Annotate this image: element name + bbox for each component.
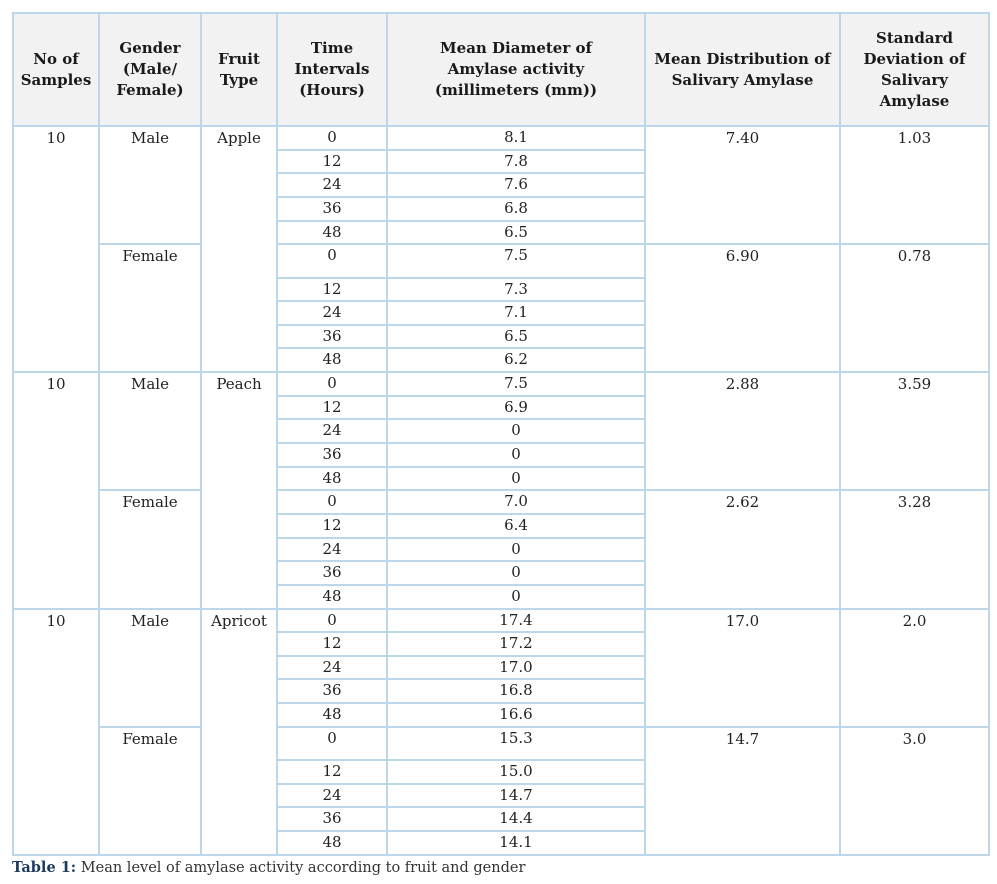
header-samples: No of Samples [13,13,99,126]
diameter-cell: 8.1 [387,126,645,150]
table-caption [12,859,525,876]
time-cell: 0 [277,490,387,514]
time-cell: 12 [277,514,387,538]
time-cell: 0 [277,727,387,760]
diameter-cell: 7.8 [387,150,645,174]
diameter-cell: 16.6 [387,703,645,727]
time-cell: 24 [277,301,387,325]
mean-cell: 6.90 [645,244,840,372]
time-cell: 48 [277,348,387,372]
diameter-cell: 6.8 [387,197,645,221]
gender-cell: Male [99,372,201,490]
time-cell: 48 [277,221,387,245]
diameter-cell: 0 [387,561,645,585]
table-row [13,727,989,760]
diameter-cell: 15.0 [387,760,645,784]
diameter-cell: 6.2 [387,348,645,372]
gender-cell: Female [99,244,201,372]
time-cell: 24 [277,419,387,443]
diameter-cell: 7.6 [387,173,645,197]
diameter-cell: 0 [387,538,645,562]
diameter-cell: 6.5 [387,325,645,349]
time-cell: 12 [277,278,387,302]
diameter-cell: 6.5 [387,221,645,245]
time-cell: 12 [277,632,387,656]
diameter-cell: 7.3 [387,278,645,302]
time-cell: 12 [277,150,387,174]
diameter-cell: 7.5 [387,372,645,396]
sd-cell: 3.28 [840,490,989,608]
header-gender: Gender (Male/ Female) [99,13,201,126]
amylase-table [12,12,990,856]
sd-cell: 3.0 [840,727,989,855]
diameter-cell: 14.1 [387,831,645,855]
diameter-cell: 6.9 [387,396,645,420]
time-cell: 0 [277,372,387,396]
time-cell: 24 [277,173,387,197]
time-cell: 48 [277,585,387,609]
sd-cell: 0.78 [840,244,989,372]
samples-cell: 10 [13,126,99,372]
header-diameter: Mean Diameter of Amylase activity (millimeters (mm)) [387,13,645,126]
time-cell: 48 [277,467,387,491]
diameter-cell: 6.4 [387,514,645,538]
time-cell: 12 [277,760,387,784]
mean-cell: 14.7 [645,727,840,855]
time-cell: 24 [277,784,387,808]
diameter-cell: 14.4 [387,807,645,831]
diameter-cell: 0 [387,467,645,491]
header-fruit: Fruit Type [201,13,277,126]
diameter-cell: 0 [387,419,645,443]
diameter-cell: 17.0 [387,656,645,680]
time-cell: 0 [277,244,387,277]
time-cell: 48 [277,703,387,727]
time-cell: 0 [277,126,387,150]
time-cell: 12 [277,396,387,420]
diameter-cell: 17.4 [387,609,645,633]
gender-cell: Female [99,490,201,608]
sd-cell: 1.03 [840,126,989,244]
caption-label: Table 1: [12,859,77,876]
gender-cell: Male [99,609,201,727]
fruit-cell: Apple [201,126,277,372]
fruit-cell: Peach [201,372,277,608]
fruit-cell: Apricot [201,609,277,856]
diameter-cell: 16.8 [387,679,645,703]
diameter-cell: 15.3 [387,727,645,760]
header-time: Time Intervals (Hours) [277,13,387,126]
table-row [13,126,989,150]
diameter-cell: 0 [387,585,645,609]
time-cell: 36 [277,561,387,585]
diameter-cell: 7.5 [387,244,645,277]
mean-cell: 7.40 [645,126,840,244]
time-cell: 24 [277,656,387,680]
samples-cell: 10 [13,609,99,856]
time-cell: 24 [277,538,387,562]
table-row [13,490,989,514]
mean-cell: 17.0 [645,609,840,727]
diameter-cell: 0 [387,443,645,467]
time-cell: 36 [277,679,387,703]
table-row [13,244,989,277]
mean-cell: 2.62 [645,490,840,608]
mean-cell: 2.88 [645,372,840,490]
table-row [13,609,989,633]
sd-cell: 3.59 [840,372,989,490]
sd-cell: 2.0 [840,609,989,727]
time-cell: 36 [277,325,387,349]
header-sd: Standard Deviation of Salivary Amylase [840,13,989,126]
time-cell: 48 [277,831,387,855]
header-mean: Mean Distribution of Salivary Amylase [645,13,840,126]
time-cell: 36 [277,443,387,467]
gender-cell: Female [99,727,201,855]
header-row [13,13,989,126]
diameter-cell: 17.2 [387,632,645,656]
gender-cell: Male [99,126,201,244]
caption-text: Mean level of amylase activity according to fruit and gender [76,860,526,876]
time-cell: 36 [277,197,387,221]
time-cell: 36 [277,807,387,831]
table-row [13,372,989,396]
samples-cell: 10 [13,372,99,608]
diameter-cell: 14.7 [387,784,645,808]
time-cell: 0 [277,609,387,633]
diameter-cell: 7.0 [387,490,645,514]
diameter-cell: 7.1 [387,301,645,325]
